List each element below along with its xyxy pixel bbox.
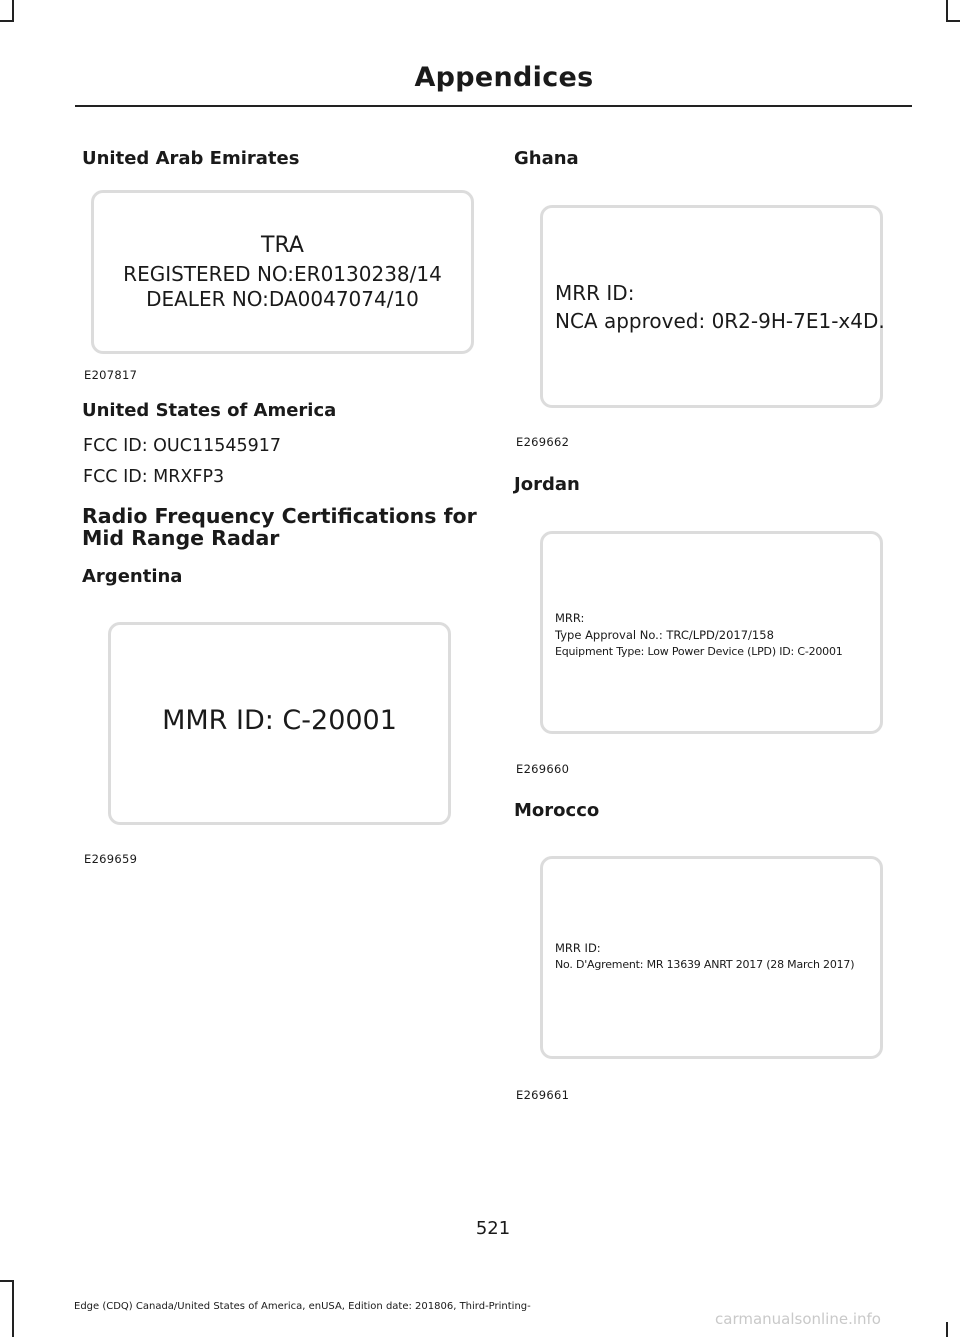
label-line: Type Approval No.: TRC/LPD/2017/158 <box>555 628 774 642</box>
label-line: MRR: <box>555 611 585 625</box>
label-line: NCA approved: 0R2-9H-7E1-x4D. <box>555 309 885 333</box>
footer-text: Edge (CDQ) Canada/United States of America, enUSA, Edition date: 201806, Third-Printing- <box>74 1301 531 1312</box>
fcc-id-line: FCC ID: MRXFP3 <box>83 467 225 487</box>
label-line: No. D'Agrement: MR 13639 ANRT 2017 (28 March 2017) <box>555 958 855 971</box>
heading-ghana: Ghana <box>514 148 579 169</box>
crop-mark <box>12 0 14 20</box>
heading-argentina: Argentina <box>82 566 183 587</box>
label-line: DEALER NO:DA0047074/10 <box>146 287 419 311</box>
label-line: MMR ID: C-20001 <box>162 705 397 736</box>
image-ref: E269661 <box>516 1088 570 1102</box>
label-image-morocco <box>540 856 883 1059</box>
label-image-uae <box>91 190 474 354</box>
page-number: 521 <box>475 1218 511 1239</box>
label-line: TRA <box>261 233 304 258</box>
label-image-jordan <box>540 531 883 734</box>
image-ref: E207817 <box>84 368 138 382</box>
label-line: REGISTERED NO:ER0130238/14 <box>123 262 442 286</box>
header-divider <box>75 105 912 107</box>
crop-mark <box>946 1322 948 1337</box>
label-image-ghana <box>540 205 883 408</box>
crop-mark <box>0 1280 14 1282</box>
heading-morocco: Morocco <box>514 800 600 821</box>
heading-jordan: Jordan <box>514 474 580 495</box>
label-image-argentina <box>108 622 451 825</box>
heading-usa: United States of America <box>82 400 337 421</box>
page-title: Appendices <box>414 62 594 93</box>
label-line: Equipment Type: Low Power Device (LPD) ID: C-20001 <box>555 645 843 658</box>
image-ref: E269660 <box>516 762 570 776</box>
heading-uae: United Arab Emirates <box>82 148 300 169</box>
section-heading: Radio Frequency Certifications for Mid Range Radar <box>82 504 477 550</box>
image-ref: E269659 <box>84 852 138 866</box>
crop-mark <box>946 0 948 20</box>
label-line: MRR ID: <box>555 281 635 305</box>
crop-mark <box>946 20 960 22</box>
crop-mark <box>12 1280 14 1337</box>
image-ref: E269662 <box>516 435 570 449</box>
label-line: MRR ID: <box>555 941 601 955</box>
fcc-id-line: FCC ID: OUC11545917 <box>83 436 282 456</box>
watermark: carmanualsonline.info <box>715 1310 881 1328</box>
crop-mark <box>0 20 14 22</box>
